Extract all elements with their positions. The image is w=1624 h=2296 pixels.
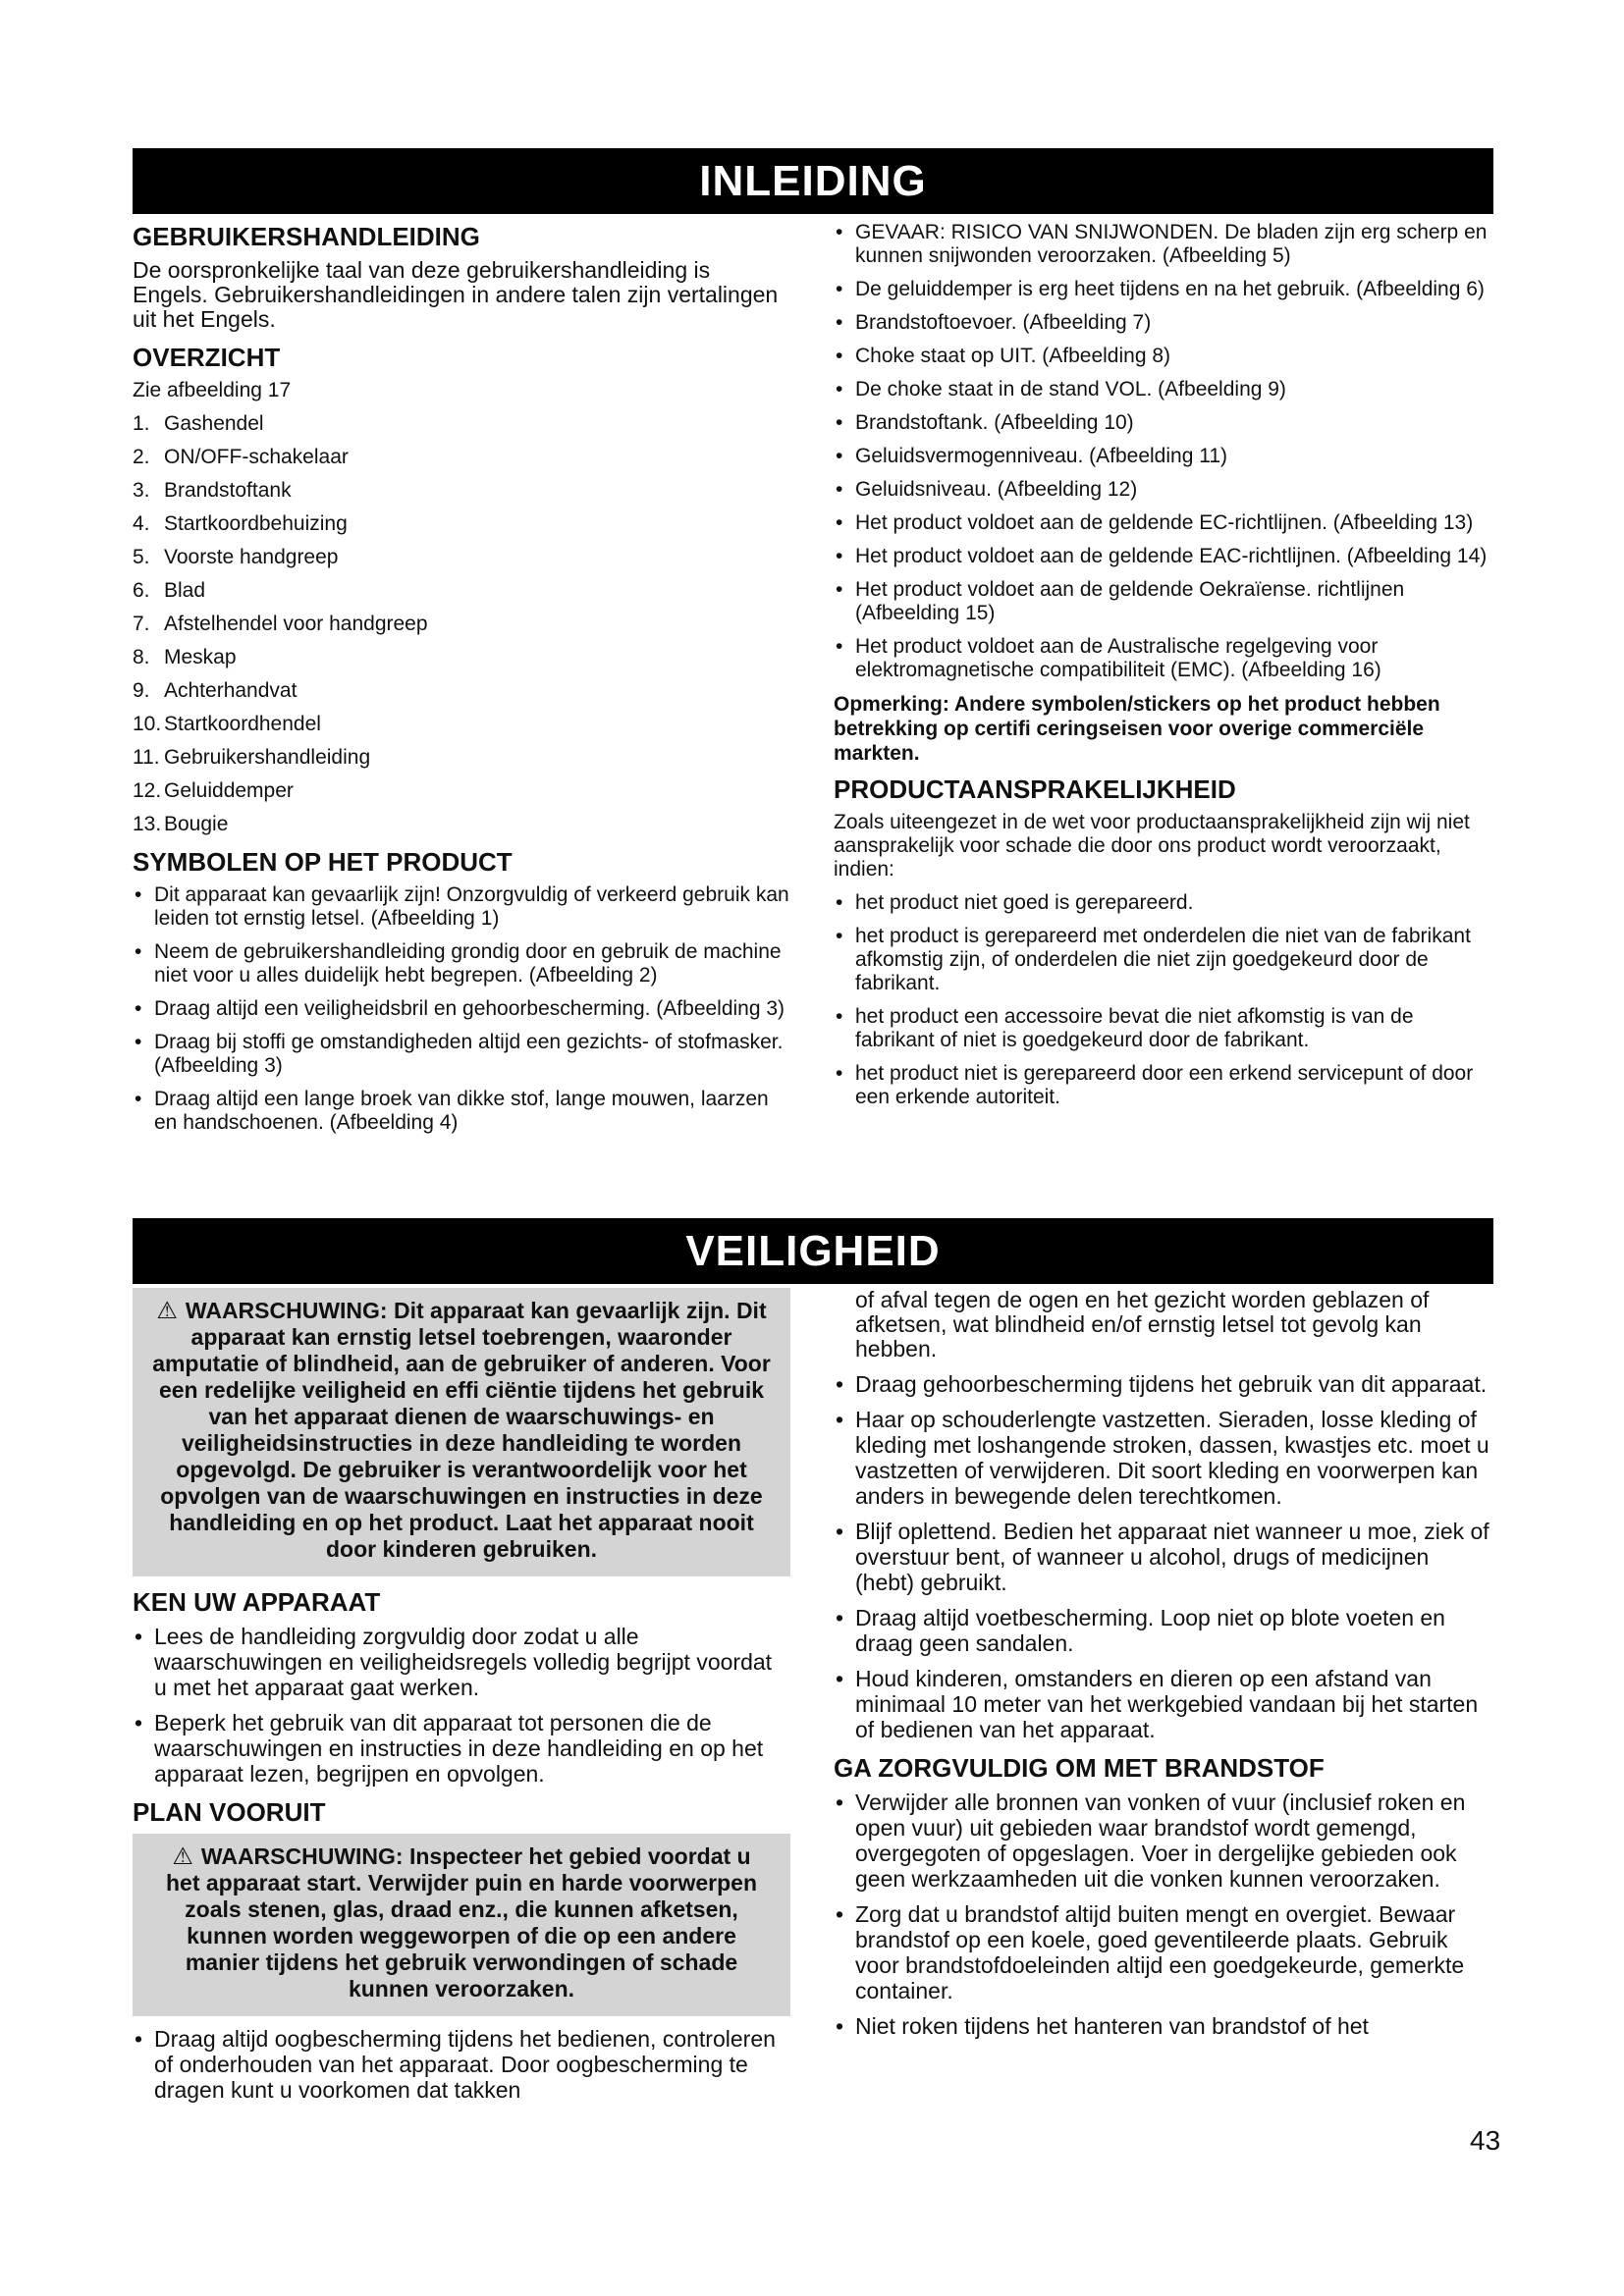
symbol-item: • Draag altijd een veiligheidsbril en gehoorbescherming. (Afbeelding 3): [133, 997, 790, 1021]
page-number: 43: [1470, 2125, 1501, 2156]
symbol-item: • De geluiddemper is erg heet tijdens en na het gebruik. (Afbeelding 6): [834, 278, 1493, 301]
overview-item: 12. Geluiddemper: [133, 779, 294, 802]
symbols-list-left: [133, 883, 790, 1135]
overview-item: 8. Meskap: [133, 646, 237, 668]
overview-item: 10. Startkoordhendel: [133, 713, 321, 735]
symbols-note: Opmerking: Andere symbolen/stickers op het product hebben betrekking op certifi ceringseisen voor overige commerciële markten.: [834, 693, 1440, 765]
overview-item: 6. Blad: [133, 579, 206, 602]
fuel-item: • Zorg dat u brandstof altijd buiten mengt en overgiet. Bewaar brandstof op een koele, goed geventileerde plaats. Gebruik voor brandstofdoeleinden altijd een goedgekeurde, gemerkte container.: [834, 1901, 1493, 2003]
symbol-item: • De choke staat in de stand VOL. (Afbeelding 9): [834, 378, 1493, 401]
overview-heading: OVERZICHT: [133, 343, 281, 372]
plan-list: [133, 2026, 790, 2103]
symbol-item: • Choke staat op UIT. (Afbeelding 8): [834, 345, 1493, 368]
symbols-heading: SYMBOLEN OP HET PRODUCT: [133, 847, 513, 877]
symbol-item: • Brandstoftoevoer. (Afbeelding 7): [834, 311, 1493, 335]
manual-text: De oorspronkelijke taal van deze gebruikershandleiding is Engels. Gebruikershandleidingen in andere talen zijn vertalingen uit het Engels.: [133, 257, 779, 332]
safety-item: • Blijf oplettend. Bedien het apparaat niet wanneer u moe, ziek of overstuur bent, of wanneer u alcohol, drugs of medicijnen (hebt) gebruikt.: [834, 1519, 1493, 1595]
plan-heading: PLAN VOORUIT: [133, 1797, 326, 1827]
safety-left-column: [133, 1288, 790, 2112]
warning-triangle-icon: ⚠: [172, 1843, 193, 1870]
symbol-item: • Dit apparaat kan gevaarlijk zijn! Onzorgvuldig of verkeerd gebruik kan leiden tot ernstig letsel. (Afbeelding 1): [133, 883, 790, 931]
symbol-item: • Het product voldoet aan de Australische regelgeving voor elektromagnetische compatibiliteit (EMC). (Afbeelding 16): [834, 635, 1493, 682]
liability-item: • het product niet goed is gerepareerd.: [834, 891, 1493, 915]
know-heading: KEN UW APPARAAT: [133, 1587, 381, 1617]
symbol-item: • Geluidsvermogenniveau. (Afbeelding 11): [834, 445, 1493, 468]
symbol-item: • Draag altijd een lange broek van dikke stof, lange mouwen, laarzen en handschoenen. (Afbeelding 4): [133, 1088, 790, 1135]
symbol-item: • Draag bij stoffi ge omstandigheden altijd een gezichts- of stofmasker. (Afbeelding 3): [133, 1031, 790, 1078]
symbol-item: • Het product voldoet aan de geldende Oekraïense. richtlijnen (Afbeelding 15): [834, 578, 1493, 625]
manual-heading: GEBRUIKERSHANDLEIDING: [133, 222, 480, 251]
symbol-item: • Neem de gebruikershandleiding grondig door en gebruik de machine niet voor u alles duidelijk hebt begrepen. (Afbeelding 2): [133, 940, 790, 988]
overview-item: 5. Voorste handgreep: [133, 546, 339, 568]
symbol-item: • Geluidsniveau. (Afbeelding 12): [834, 478, 1493, 502]
symbol-item: • GEVAAR: RISICO VAN SNIJWONDEN. De bladen zijn erg scherp en kunnen snijwonden veroorzaken. (Afbeelding 5): [834, 221, 1493, 268]
symbol-item: • Brandstoftank. (Afbeelding 10): [834, 411, 1493, 435]
overview-item: 2. ON/OFF-schakelaar: [133, 446, 349, 468]
fuel-item: • Verwijder alle bronnen van vonken of vuur (inclusief roken en open vuur) uit gebieden waar brandstof wordt gemengd, overgegoten of opgeslagen. Voer in dergelijke gebieden ook geen werkzaamheden uit die vonken kunnen veroorzaken.: [834, 1789, 1493, 1892]
know-item: • Lees de handleiding zorgvuldig door zodat u alle waarschuwingen en veiligheidsregels volledig begrijpt voordat u met het apparaat gaat werken.: [133, 1624, 790, 1700]
warning-text: WAARSCHUWING: Inspecteer het gebied voordat u het apparaat start. Verwijder puin en harde voorwerpen zoals stenen, glas, draad enz., die kunnen afketsen, kunnen worden weggeworpen of die op een andere manier tijdens het gebruik verwondingen of schade kunnen veroorzaken.: [166, 1843, 757, 2002]
warning-box: [133, 1288, 790, 1576]
liability-heading: PRODUCTAANSPRAKELIJKHEID: [834, 774, 1236, 804]
safety-item: • Draag gehoorbescherming tijdens het gebruik van dit apparaat.: [834, 1371, 1493, 1397]
overview-item: 1. Gashendel: [133, 412, 264, 435]
liability-item: • het product niet is gerepareerd door een erkend servicepunt of door een erkende autoriteit.: [834, 1062, 1493, 1109]
safety-list: [834, 1371, 1493, 1742]
plan-item: • Draag altijd oogbescherming tijdens het bedienen, controleren of onderhouden van het apparaat. Door oogbescherming te dragen kunt u voorkomen dat takken: [133, 2026, 790, 2103]
symbols-list-right: [834, 221, 1493, 682]
overview-item: 13. Bougie: [133, 813, 229, 835]
intro-right-column: [834, 221, 1493, 1119]
warning-box: [133, 1834, 790, 2016]
fuel-list: [834, 1789, 1493, 2039]
safety-banner: VEILIGHEID: [133, 1218, 1493, 1284]
warning-text: WAARSCHUWING: Dit apparaat kan gevaarlijk zijn. Dit apparaat kan ernstig letsel toebrengen, waaronder amputatie of blindheid, aan de gebruiker of anderen. Voor een redelijke veiligheid en effi ciëntie tijdens het gebruik van het apparaat dienen de waarschuwings- en veiligheidsinstructies in deze handleiding te worden opgevolgd. De gebruiker is verantwoordelijk voor het opvolgen van de waarschuwingen en instructies in deze handleiding en op het product. Laat het apparaat nooit door kinderen gebruiken.: [152, 1298, 771, 1562]
overview-item: 4. Startkoordbehuizing: [133, 512, 348, 535]
safety-item: • Draag altijd voetbescherming. Loop niet op blote voeten en draag geen sandalen.: [834, 1605, 1493, 1656]
liability-intro: Zoals uiteengezet in de wet voor productaansprakelijkheid zijn wij niet aansprakelijk voor schade die door ons product wordt veroorzaakt, indien:: [834, 811, 1470, 881]
overview-list: [133, 412, 790, 836]
symbol-item: • Het product voldoet aan de geldende EC-richtlijnen. (Afbeelding 13): [834, 511, 1493, 535]
overview-item: 3. Brandstoftank: [133, 479, 292, 502]
liability-item: • het product een accessoire bevat die niet afkomstig is van de fabrikant of niet is goedgekeurd door de fabrikant.: [834, 1005, 1493, 1052]
intro-left-column: [133, 221, 790, 1145]
fuel-item: • Niet roken tijdens het hanteren van brandstof of het: [834, 2013, 1493, 2039]
safety-item: • Haar op schouderlengte vastzetten. Sieraden, losse kleding of kleding met loshangende stroken, dassen, kwastjes etc. moet u vastzetten of verwijderen. Dit soort kleding en voorwerpen kan anders in bewegende delen terechtkomen.: [834, 1407, 1493, 1509]
overview-item: 11. Gebruikershandleiding: [133, 746, 371, 769]
symbol-item: • Het product voldoet aan de geldende EAC-richtlijnen. (Afbeelding 14): [834, 545, 1493, 568]
overview-intro: Zie afbeelding 17: [133, 379, 292, 401]
liability-item: • het product is gerepareerd met onderdelen die niet van de fabrikant afkomstig zijn, of onderdelen die niet zijn goedgekeurd door de fabrikant.: [834, 925, 1493, 995]
warning-triangle-icon: ⚠: [156, 1298, 178, 1324]
liability-list: [834, 891, 1493, 1109]
know-item: • Beperk het gebruik van dit apparaat tot personen die de waarschuwingen en instructies in deze handleiding en op het apparaat lezen, begrijpen en opvolgen.: [133, 1710, 790, 1787]
know-list: [133, 1624, 790, 1787]
fuel-heading: GA ZORGVULDIG OM MET BRANDSTOF: [834, 1753, 1325, 1783]
safety-right-column: [834, 1288, 1493, 2049]
overview-item: 9. Achterhandvat: [133, 679, 298, 702]
overview-item: 7. Afstelhendel voor handgreep: [133, 613, 428, 635]
safety-item: • Houd kinderen, omstanders en dieren op een afstand van minimaal 10 meter van het werkgebied vandaan bij het starten of bedienen van het apparaat.: [834, 1666, 1493, 1742]
continued-text: of afval tegen de ogen en het gezicht worden geblazen of afketsen, wat blindheid en/of ernstig letsel tot gevolg kan hebben.: [855, 1287, 1430, 1362]
intro-banner: INLEIDING: [133, 148, 1493, 214]
